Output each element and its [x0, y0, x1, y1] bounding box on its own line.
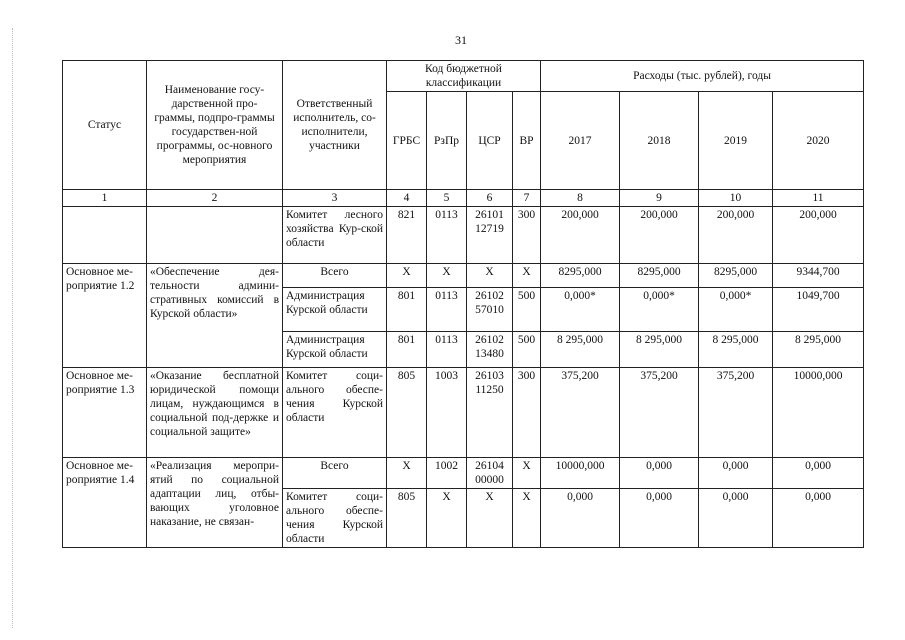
value-2019-cell: 200,000 [699, 207, 773, 264]
responsible-cell: Комитет соци-ального обеспе-чения Курской области [283, 368, 387, 458]
header-grbs: ГРБС [387, 92, 427, 190]
value-2018-cell: 8 295,000 [620, 332, 699, 368]
header-responsible: Ответственный исполнитель, со-исполнители, участники [283, 61, 387, 190]
column-number: 5 [427, 190, 467, 207]
header-expenses: Расходы (тыс. рублей), годы [541, 61, 864, 92]
grbs-cell: Х [387, 264, 427, 288]
value-2018-cell: 375,200 [620, 368, 699, 458]
value-2020-cell: 8 295,000 [773, 332, 864, 368]
value-2020-cell: 10000,000 [773, 368, 864, 458]
table-row [63, 264, 864, 288]
value-2017-cell: 200,000 [541, 207, 620, 264]
grbs-cell: 805 [387, 368, 427, 458]
responsible-cell: Комитет лесного хозяйства Кур-ской области [283, 207, 387, 264]
value-2018-cell: 0,000 [620, 458, 699, 489]
value-2019-cell: 0,000 [699, 458, 773, 489]
grbs-cell: 801 [387, 288, 427, 332]
value-2017-cell: 8295,000 [541, 264, 620, 288]
value-2019-cell: 8295,000 [699, 264, 773, 288]
value-2017-cell: 8 295,000 [541, 332, 620, 368]
value-2020-cell: 0,000 [773, 458, 864, 489]
grbs-cell: 801 [387, 332, 427, 368]
rzpr-cell: 0113 [427, 207, 467, 264]
header-2018: 2018 [620, 92, 699, 190]
header-budget-code: Код бюджетной классификации [387, 61, 541, 92]
column-number: 4 [387, 190, 427, 207]
value-2020-cell: 0,000 [773, 489, 864, 548]
value-2018-cell: 0,000* [620, 288, 699, 332]
program-name-cell [147, 207, 283, 264]
program-name-cell: «Обеспечение дея-тельности админи-стративных комиссий в Курской области» [147, 264, 283, 368]
value-2018-cell: 200,000 [620, 207, 699, 264]
vr-cell: 500 [513, 288, 541, 332]
header-2019: 2019 [699, 92, 773, 190]
table-row [63, 368, 864, 458]
column-number-row [63, 190, 864, 207]
csr-cell: 26102 57010 [467, 288, 513, 332]
column-number: 9 [620, 190, 699, 207]
value-2019-cell: 0,000 [699, 489, 773, 548]
left-binding-edge [12, 28, 13, 628]
rzpr-cell: 0113 [427, 288, 467, 332]
value-2019-cell: 8 295,000 [699, 332, 773, 368]
value-2020-cell: 200,000 [773, 207, 864, 264]
vr-cell: 300 [513, 207, 541, 264]
column-number: 1 [63, 190, 147, 207]
csr-cell: 26101 12719 [467, 207, 513, 264]
vr-cell: 300 [513, 368, 541, 458]
budget-table [62, 60, 864, 548]
value-2020-cell: 9344,700 [773, 264, 864, 288]
value-2018-cell: 0,000 [620, 489, 699, 548]
vr-cell: Х [513, 458, 541, 489]
header-csr: ЦСР [467, 92, 513, 190]
header-2020: 2020 [773, 92, 864, 190]
value-2020-cell: 1049,700 [773, 288, 864, 332]
status-cell [63, 207, 147, 264]
rzpr-cell: 0113 [427, 332, 467, 368]
rzpr-cell: 1002 [427, 458, 467, 489]
program-name-cell: «Реализация меропри-ятий по социальной адаптации лиц, отбы-вающих уголовное наказание, не связан- [147, 458, 283, 548]
csr-cell: 26103 11250 [467, 368, 513, 458]
column-number: 8 [541, 190, 620, 207]
table-row [63, 207, 864, 264]
column-number: 3 [283, 190, 387, 207]
responsible-cell: Администрация Курской области [283, 332, 387, 368]
column-number: 10 [699, 190, 773, 207]
value-2017-cell: 375,200 [541, 368, 620, 458]
responsible-cell: Администрация Курской области [283, 288, 387, 332]
value-2018-cell: 8295,000 [620, 264, 699, 288]
grbs-cell: Х [387, 458, 427, 489]
csr-cell: 26102 13480 [467, 332, 513, 368]
status-cell: Основное ме-роприятие 1.2 [63, 264, 147, 368]
page-number: 31 [455, 33, 467, 47]
responsible-cell: Комитет соци-ального обеспе-чения Курской области [283, 489, 387, 548]
value-2019-cell: 375,200 [699, 368, 773, 458]
column-number: 6 [467, 190, 513, 207]
program-name-cell: «Оказание бесплатной юридической помощи лицам, нуждающимся в социальной под-держке и социальной защите» [147, 368, 283, 458]
value-2019-cell: 0,000* [699, 288, 773, 332]
column-number: 11 [773, 190, 864, 207]
csr-cell: 26104 00000 [467, 458, 513, 489]
rzpr-cell: 1003 [427, 368, 467, 458]
responsible-cell: Всего [283, 458, 387, 489]
value-2017-cell: 10000,000 [541, 458, 620, 489]
value-2017-cell: 0,000 [541, 489, 620, 548]
grbs-cell: 805 [387, 489, 427, 548]
table-row [63, 458, 864, 489]
header-2017: 2017 [541, 92, 620, 190]
csr-cell: Х [467, 489, 513, 548]
value-2017-cell: 0,000* [541, 288, 620, 332]
status-cell: Основное ме-роприятие 1.4 [63, 458, 147, 548]
vr-cell: Х [513, 489, 541, 548]
grbs-cell: 821 [387, 207, 427, 264]
status-cell: Основное ме-роприятие 1.3 [63, 368, 147, 458]
column-number: 7 [513, 190, 541, 207]
vr-cell: 500 [513, 332, 541, 368]
header-rzpr: РзПр [427, 92, 467, 190]
responsible-cell: Всего [283, 264, 387, 288]
rzpr-cell: Х [427, 489, 467, 548]
header-row-top [63, 61, 864, 92]
column-number: 2 [147, 190, 283, 207]
csr-cell: Х [467, 264, 513, 288]
header-program-name: Наименование госу-дарственной про-граммы, подпро-граммы государствен-ной программы, ос-новного мероприятия [147, 61, 283, 190]
header-status: Статус [63, 61, 147, 190]
rzpr-cell: Х [427, 264, 467, 288]
vr-cell: Х [513, 264, 541, 288]
header-vr: ВР [513, 92, 541, 190]
